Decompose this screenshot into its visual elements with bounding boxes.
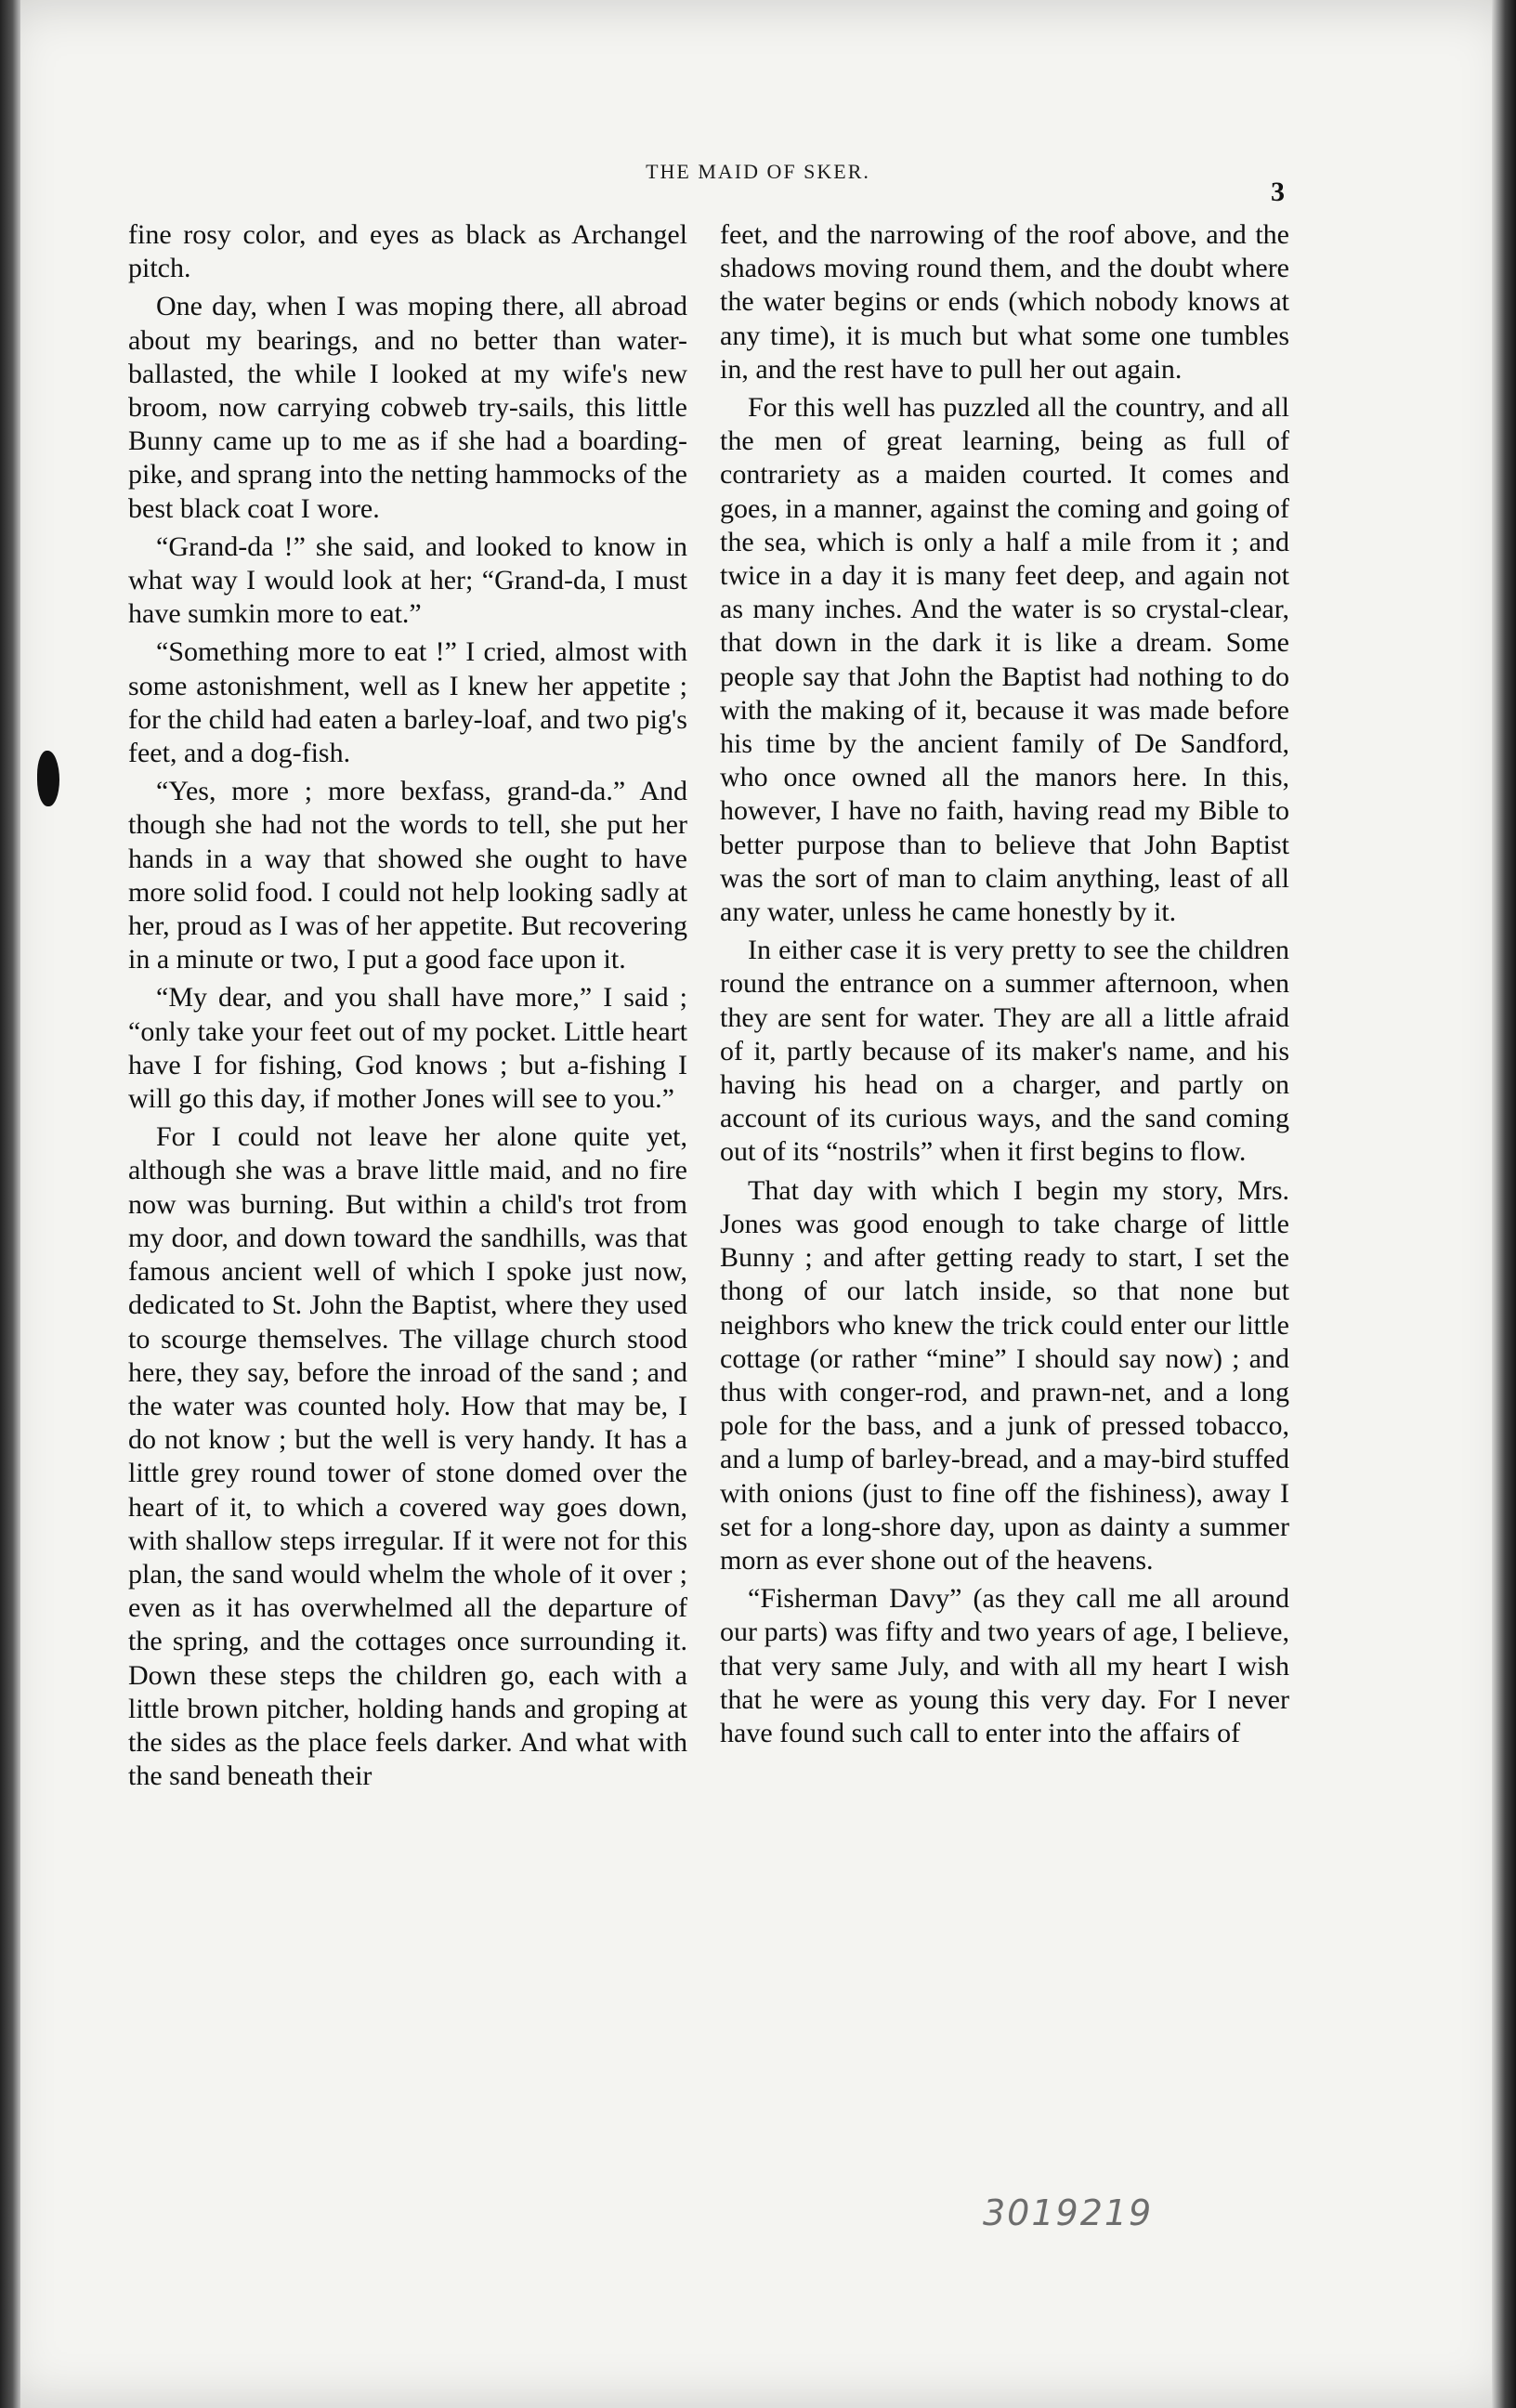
paragraph: “Something more to eat !” I cried, almost with some astonishment, well as I knew her appetite ; for the child had eaten a barley-loaf, and two pig's feet, and a dog-fish. (128, 636, 687, 769)
paragraph: For I could not leave her alone quite yet, although she was a brave little maid, and no fire now was burning. But within a child's trot from my door, and down toward the sandhills, was that famous ancient well of which I spoke just now, dedicated to St. John the Baptist, where they used to scourge themselves. The village church stood here, they say, before the inroad of the sand ; and the water was counted holy. How that may be, I do not know ; but the well is very handy. It has a little grey round tower of stone domed over the heart of it, to which a covered way goes down, with shallow steps irregular. If it were not for this plan, the sand would whelm the whole of it over ; even as it has overwhelmed all the departure of the spring, and the cottages once surrounding it. Down these steps the children go, each with a little brown pitcher, holding hands and groping at the sides as the place feels darker. And what with the sand beneath their (128, 1121, 687, 1792)
paragraph: “Yes, more ; more bexfass, grand-da.” And though she had not the words to tell, she put her hands in a way that showed she ought to have more solid food. I could not help looking sadly at her, proud as I was of her appetite. But recovering in a minute or two, I put a good face upon it. (128, 776, 687, 975)
paragraph: fine rosy color, and eyes as black as Archangel pitch. (128, 219, 687, 284)
paragraph: That day with which I begin my story, Mrs. Jones was good enough to take charge of little Bunny ; and after getting ready to start, I set the thong of our latch inside, so that none but neighbors who knew the trick could enter our little cottage (or rather “mine” I should say now) ; and thus with conger-rod, and prawn-net, and a long pole for the bass, and a junk of pressed tobacco, and a lump of barley-bread, and a may-bird stuffed with onions (just to fine off the fishiness), away I set for a long-shore day, upon as dainty a summer morn as ever shone out of the heavens. (720, 1174, 1289, 1576)
page-number: 3 (1271, 177, 1285, 207)
page-gutter-shadow (0, 0, 20, 2408)
paragraph: “My dear, and you shall have more,” I said ; “only take your feet out of my pocket. Little heart have I for fishing, God knows ; but a-fishing I will go this day, if mother Jones will see to you.” (128, 982, 687, 1115)
paragraph: In either case it is very pretty to see the children round the entrance on a summer afternoon, when they are sent for water. They are all a little afraid of it, partly because of its maker's name, and his having his head on a charger, and partly on account of its curious ways, and the sand coming out of its “nostrils” when it first begins to flow. (720, 935, 1289, 1168)
ink-blot (37, 751, 59, 806)
left-text-column (128, 218, 687, 1793)
paragraph: feet, and the narrowing of the roof above, and the shadows moving round them, and the doubt where the water begins or ends (which nobody knows at any time), it is much but what some one tumbles in, and the rest have to pull her out again. (720, 219, 1289, 385)
paragraph: “Grand-da !” she said, and looked to know in what way I would look at her; “Grand-da, I must have sumkin more to eat.” (128, 530, 687, 630)
handwritten-shelf-number: 3019219 (983, 2192, 1154, 2233)
paragraph: “Fisherman Davy” (as they call me all around our parts) was fifty and two years of age, I believe, that very same July, and with all my heart I wish that he were as young this very day. For I never have found such call to enter into the affairs of (720, 1583, 1289, 1748)
page-edge-shadow (1492, 0, 1516, 2408)
paragraph: For this well has puzzled all the country, and all the men of great learning, being as full of contrariety as a maiden courted. It comes and goes, in a manner, against the coming and going of the sea, which is only a half a mile from it ; and twice in a day it is many feet deep, and again not as many inches. And the water is so crystal-clear, that down in the dark it is like a dream. Some people say that John the Baptist had nothing to do with the making of it, because it was made before his time by the ancient family of De Sandford, who once owned all the manors here. In this, however, I have no faith, having read my Bible to better purpose than to believe that John Baptist was the sort of man to claim anything, least of all any water, unless he came honestly by it. (720, 392, 1289, 928)
running-title: THE MAID OF SKER. (646, 160, 870, 183)
right-text-column (720, 218, 1289, 1750)
paragraph: One day, when I was moping there, all abroad about my bearings, and no better than water-ballasted, the while I looked at my wife's new broom, now carrying cobweb try-sails, this little Bunny came up to me as if she had a boarding-pike, and sprang into the netting hammocks of the best black coat I wore. (128, 291, 687, 524)
